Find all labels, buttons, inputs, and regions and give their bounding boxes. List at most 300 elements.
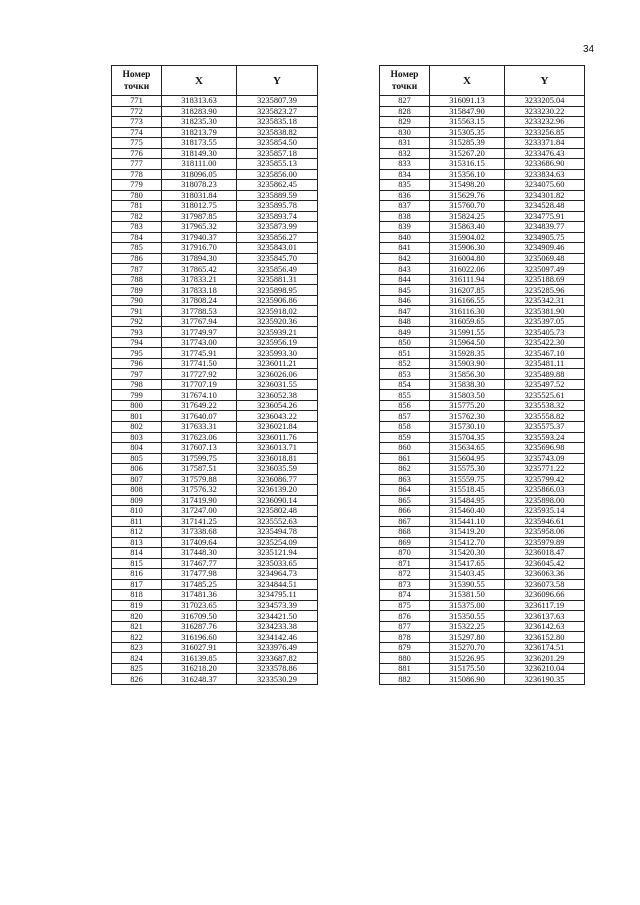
x-coordinate-cell: 315086.90: [430, 674, 505, 685]
x-coordinate-cell: 315375.00: [430, 600, 505, 611]
table-row: [112, 264, 318, 275]
point-number-cell: 878: [380, 632, 430, 643]
point-number-cell: 840: [380, 232, 430, 243]
table-row: [380, 642, 585, 653]
y-coordinate-cell: 3235069.48: [505, 253, 585, 264]
point-number-cell: 837: [380, 201, 430, 212]
x-coordinate-cell: 315629.76: [430, 190, 505, 201]
table-row: [112, 316, 318, 327]
x-coordinate-cell: 315559.75: [430, 474, 505, 485]
point-number-cell: 859: [380, 432, 430, 443]
x-coordinate-cell: 317023.65: [162, 600, 237, 611]
table-row: [112, 127, 318, 138]
x-coordinate-cell: 317419.90: [162, 495, 237, 506]
x-coordinate-cell: 317741.50: [162, 358, 237, 369]
y-coordinate-cell: 3235845.70: [237, 253, 318, 264]
x-coordinate-cell: 315420.30: [430, 548, 505, 559]
y-coordinate-cell: 3235552.63: [237, 516, 318, 527]
table-row: [112, 400, 318, 411]
table-row: [380, 548, 585, 559]
table-row: [380, 180, 585, 191]
table-row: [112, 148, 318, 159]
y-coordinate-cell: 3235956.19: [237, 337, 318, 348]
y-coordinate-cell: 3236013.71: [237, 443, 318, 454]
x-coordinate-cell: 317448.30: [162, 548, 237, 559]
point-number-cell: 865: [380, 495, 430, 506]
x-coordinate-cell: 315906.30: [430, 243, 505, 254]
table-row: [380, 464, 585, 475]
y-coordinate-cell: 3235538.32: [505, 400, 585, 411]
table-row: [380, 201, 585, 212]
x-coordinate-cell: 315316.15: [430, 159, 505, 170]
x-coordinate-cell: 316218.20: [162, 663, 237, 674]
y-coordinate-cell: 3236190.35: [505, 674, 585, 685]
x-coordinate-cell: 317623.06: [162, 432, 237, 443]
point-number-cell: 873: [380, 579, 430, 590]
table-row: [112, 232, 318, 243]
y-coordinate-cell: 3235342.31: [505, 295, 585, 306]
point-number-cell: 882: [380, 674, 430, 685]
point-number-cell: 825: [112, 663, 162, 674]
point-number-cell: 791: [112, 306, 162, 317]
table-row: [380, 527, 585, 538]
table-row: [380, 506, 585, 517]
point-number-cell: 847: [380, 306, 430, 317]
point-number-cell: 774: [112, 127, 162, 138]
y-coordinate-cell: 3233834.63: [505, 169, 585, 180]
y-coordinate-cell: 3235823.27: [237, 106, 318, 117]
point-number-cell: 785: [112, 243, 162, 254]
table-row: [380, 285, 585, 296]
x-coordinate-cell: 315838.30: [430, 379, 505, 390]
x-coordinate-cell: 315350.55: [430, 611, 505, 622]
table-row: [380, 138, 585, 149]
y-coordinate-cell: 3235771.22: [505, 464, 585, 475]
y-coordinate-cell: 3236090.14: [237, 495, 318, 506]
point-number-cell: 793: [112, 327, 162, 338]
point-number-cell: 844: [380, 274, 430, 285]
x-coordinate-cell: 315270.70: [430, 642, 505, 653]
y-coordinate-cell: 3234905.75: [505, 232, 585, 243]
x-coordinate-cell: 317808.24: [162, 295, 237, 306]
point-number-cell: 815: [112, 558, 162, 569]
y-coordinate-cell: 3236117.19: [505, 600, 585, 611]
table-row: [112, 285, 318, 296]
table-row: [380, 432, 585, 443]
point-number-cell: 803: [112, 432, 162, 443]
table-row: [380, 611, 585, 622]
point-number-cell: 784: [112, 232, 162, 243]
y-coordinate-cell: 3233530.29: [237, 674, 318, 685]
y-coordinate-cell: 3235593.24: [505, 432, 585, 443]
point-number-cell: 820: [112, 611, 162, 622]
point-number-cell: 794: [112, 337, 162, 348]
x-coordinate-cell: 317481.36: [162, 590, 237, 601]
x-coordinate-cell: 317467.77: [162, 558, 237, 569]
table-row: [112, 180, 318, 191]
point-number-cell: 860: [380, 443, 430, 454]
table-row: [112, 663, 318, 674]
table-row: [380, 106, 585, 117]
table-row: [380, 211, 585, 222]
x-coordinate-cell: 315964.50: [430, 337, 505, 348]
table-row: [112, 159, 318, 170]
table-row: [380, 600, 585, 611]
x-coordinate-cell: 318149.30: [162, 148, 237, 159]
x-coordinate-cell: 315460.40: [430, 506, 505, 517]
table-row: [112, 569, 318, 580]
point-number-header: Номер точки: [112, 66, 162, 96]
x-coordinate-cell: 316004.80: [430, 253, 505, 264]
x-coordinate-cell: 318313.63: [162, 96, 237, 107]
table-row: [112, 579, 318, 590]
point-number-cell: 875: [380, 600, 430, 611]
x-coordinate-cell: 316027.91: [162, 642, 237, 653]
point-number-cell: 818: [112, 590, 162, 601]
x-coordinate-cell: 316207.85: [430, 285, 505, 296]
y-coordinate-cell: 3235898.95: [237, 285, 318, 296]
y-coordinate-cell: 3234421.50: [237, 611, 318, 622]
table-row: [380, 274, 585, 285]
page-number: 34: [583, 44, 595, 55]
table-row: [112, 432, 318, 443]
y-coordinate-cell: 3234795.11: [237, 590, 318, 601]
table-row: [112, 464, 318, 475]
y-coordinate-cell: 3236201.29: [505, 653, 585, 664]
y-coordinate-cell: 3235862.45: [237, 180, 318, 191]
y-coordinate-cell: 3235895.78: [237, 201, 318, 212]
table-row: [112, 421, 318, 432]
y-coordinate-cell: 3236011.21: [237, 358, 318, 369]
y-coordinate-cell: 3235856.49: [237, 264, 318, 275]
x-coordinate-cell: 315297.80: [430, 632, 505, 643]
y-coordinate-cell: 3236174.51: [505, 642, 585, 653]
x-coordinate-cell: 317409.64: [162, 537, 237, 548]
y-coordinate-cell: 3233578.86: [237, 663, 318, 674]
point-number-cell: 781: [112, 201, 162, 212]
point-number-cell: 814: [112, 548, 162, 559]
point-number-cell: 783: [112, 222, 162, 233]
x-coordinate-cell: 315419.20: [430, 527, 505, 538]
point-number-cell: 821: [112, 621, 162, 632]
point-number-cell: 862: [380, 464, 430, 475]
table-row: [380, 632, 585, 643]
point-number-cell: 777: [112, 159, 162, 170]
table-row: [380, 316, 585, 327]
table-row: [380, 127, 585, 138]
x-coordinate-cell: 316022.06: [430, 264, 505, 275]
x-coordinate-cell: 317833.21: [162, 274, 237, 285]
point-number-cell: 855: [380, 390, 430, 401]
point-number-cell: 842: [380, 253, 430, 264]
x-coordinate-cell: 315991.55: [430, 327, 505, 338]
point-number-cell: 775: [112, 138, 162, 149]
y-coordinate-cell: 3235873.99: [237, 222, 318, 233]
x-coordinate-cell: 315381.50: [430, 590, 505, 601]
table-row: [112, 516, 318, 527]
table-row: [112, 253, 318, 264]
point-number-cell: 801: [112, 411, 162, 422]
point-number-cell: 827: [380, 96, 430, 107]
point-number-cell: 822: [112, 632, 162, 643]
point-number-cell: 838: [380, 211, 430, 222]
table-row: [112, 306, 318, 317]
point-number-cell: 807: [112, 474, 162, 485]
table-row: [112, 621, 318, 632]
y-coordinate-cell: 3235489.88: [505, 369, 585, 380]
x-coordinate-cell: 318173.55: [162, 138, 237, 149]
point-number-cell: 826: [112, 674, 162, 685]
point-number-cell: 816: [112, 569, 162, 580]
y-coordinate-cell: 3235799.42: [505, 474, 585, 485]
table-row: [112, 348, 318, 359]
table-row: [380, 443, 585, 454]
point-number-cell: 805: [112, 453, 162, 464]
table-row: [380, 485, 585, 496]
table-row: [380, 474, 585, 485]
point-number-cell: 854: [380, 379, 430, 390]
point-number-cell: 851: [380, 348, 430, 359]
point-number-cell: 802: [112, 421, 162, 432]
y-coordinate-cell: 3236011.76: [237, 432, 318, 443]
point-number-cell: 861: [380, 453, 430, 464]
point-number-cell: 780: [112, 190, 162, 201]
table-row: [112, 485, 318, 496]
x-coordinate-cell: 318096.05: [162, 169, 237, 180]
x-coordinate-cell: 318235.30: [162, 117, 237, 128]
y-coordinate-cell: 3235285.96: [505, 285, 585, 296]
y-header: Y: [237, 66, 318, 96]
point-number-cell: 773: [112, 117, 162, 128]
table-row: [380, 411, 585, 422]
table-row: [112, 590, 318, 601]
point-number-cell: 776: [112, 148, 162, 159]
point-number-cell: 819: [112, 600, 162, 611]
table-row: [380, 653, 585, 664]
point-number-cell: 790: [112, 295, 162, 306]
table-header-row: [112, 66, 318, 96]
point-number-cell: 834: [380, 169, 430, 180]
x-coordinate-cell: 315863.40: [430, 222, 505, 233]
y-coordinate-cell: 3233205.04: [505, 96, 585, 107]
y-coordinate-cell: 3235939.21: [237, 327, 318, 338]
x-coordinate-cell: 315285.39: [430, 138, 505, 149]
x-coordinate-cell: 315847.90: [430, 106, 505, 117]
y-coordinate-cell: 3236021.84: [237, 421, 318, 432]
table-row: [380, 222, 585, 233]
point-number-cell: 876: [380, 611, 430, 622]
y-coordinate-cell: 3233232.96: [505, 117, 585, 128]
point-number-cell: 864: [380, 485, 430, 496]
x-coordinate-cell: 317141.25: [162, 516, 237, 527]
y-coordinate-cell: 3235958.06: [505, 527, 585, 538]
table-row: [112, 548, 318, 559]
table-row: [112, 117, 318, 128]
y-coordinate-cell: 3234142.46: [237, 632, 318, 643]
table-row: [380, 306, 585, 317]
y-coordinate-cell: 3235121.94: [237, 548, 318, 559]
point-number-cell: 798: [112, 379, 162, 390]
point-number-cell: 839: [380, 222, 430, 233]
table-row: [112, 653, 318, 664]
y-coordinate-cell: 3235802.48: [237, 506, 318, 517]
y-coordinate-cell: 3236073.58: [505, 579, 585, 590]
y-coordinate-cell: 3235857.18: [237, 148, 318, 159]
point-number-cell: 869: [380, 537, 430, 548]
y-coordinate-cell: 3235993.30: [237, 348, 318, 359]
y-coordinate-cell: 3235906.86: [237, 295, 318, 306]
table-row: [380, 621, 585, 632]
y-header: Y: [505, 66, 585, 96]
y-coordinate-cell: 3235918.02: [237, 306, 318, 317]
point-number-cell: 850: [380, 337, 430, 348]
table-row: [380, 337, 585, 348]
point-number-header: Номер точки: [380, 66, 430, 96]
table-row: [112, 390, 318, 401]
table-row: [112, 611, 318, 622]
x-coordinate-cell: 316059.65: [430, 316, 505, 327]
x-coordinate-cell: 315730.10: [430, 421, 505, 432]
point-number-cell: 789: [112, 285, 162, 296]
table-row: [380, 148, 585, 159]
table-row: [112, 358, 318, 369]
point-number-cell: 800: [112, 400, 162, 411]
table-row: [380, 358, 585, 369]
x-coordinate-cell: 317745.91: [162, 348, 237, 359]
y-coordinate-cell: 3235920.36: [237, 316, 318, 327]
x-coordinate-cell: 317965.32: [162, 222, 237, 233]
point-number-cell: 806: [112, 464, 162, 475]
table-row: [112, 642, 318, 653]
y-coordinate-cell: 3236045.42: [505, 558, 585, 569]
table-row: [112, 495, 318, 506]
table-row: [380, 537, 585, 548]
y-coordinate-cell: 3235497.52: [505, 379, 585, 390]
table-row: [112, 527, 318, 538]
point-number-cell: 792: [112, 316, 162, 327]
point-number-cell: 809: [112, 495, 162, 506]
x-coordinate-cell: 315775.20: [430, 400, 505, 411]
point-number-cell: 845: [380, 285, 430, 296]
y-coordinate-cell: 3235525.61: [505, 390, 585, 401]
table-row: [380, 400, 585, 411]
point-number-cell: 881: [380, 663, 430, 674]
table-row: [112, 106, 318, 117]
point-number-cell: 879: [380, 642, 430, 653]
table-header-row: [380, 66, 585, 96]
x-coordinate-cell: 315441.10: [430, 516, 505, 527]
point-number-cell: 772: [112, 106, 162, 117]
y-coordinate-cell: 3236152.80: [505, 632, 585, 643]
table-row: [380, 253, 585, 264]
table-row: [112, 274, 318, 285]
y-coordinate-cell: 3236035.59: [237, 464, 318, 475]
y-coordinate-cell: 3236031.55: [237, 379, 318, 390]
y-coordinate-cell: 3235854.50: [237, 138, 318, 149]
table-row: [380, 421, 585, 432]
y-coordinate-cell: 3234775.91: [505, 211, 585, 222]
table-row: [380, 663, 585, 674]
x-coordinate-cell: 316166.55: [430, 295, 505, 306]
y-coordinate-cell: 3233230.22: [505, 106, 585, 117]
y-coordinate-cell: 3235946.61: [505, 516, 585, 527]
point-number-cell: 836: [380, 190, 430, 201]
x-coordinate-cell: 316248.37: [162, 674, 237, 685]
y-coordinate-cell: 3236142.63: [505, 621, 585, 632]
x-coordinate-cell: 316091.13: [430, 96, 505, 107]
x-coordinate-cell: 315175.50: [430, 663, 505, 674]
table-row: [380, 453, 585, 464]
y-coordinate-cell: 3233976.49: [237, 642, 318, 653]
y-coordinate-cell: 3235889.59: [237, 190, 318, 201]
x-coordinate-cell: 317940.37: [162, 232, 237, 243]
y-coordinate-cell: 3236018.47: [505, 548, 585, 559]
point-number-cell: 853: [380, 369, 430, 380]
table-row: [112, 138, 318, 149]
point-number-cell: 858: [380, 421, 430, 432]
point-number-cell: 870: [380, 548, 430, 559]
point-number-cell: 874: [380, 590, 430, 601]
x-coordinate-cell: 315226.95: [430, 653, 505, 664]
y-coordinate-cell: 3235856.27: [237, 232, 318, 243]
table-row: [380, 190, 585, 201]
point-number-cell: 843: [380, 264, 430, 275]
point-number-cell: 823: [112, 642, 162, 653]
table-row: [112, 411, 318, 422]
point-number-cell: 824: [112, 653, 162, 664]
x-coordinate-cell: 318078.23: [162, 180, 237, 191]
x-coordinate-cell: 315904.02: [430, 232, 505, 243]
coordinates-table-right: [379, 65, 585, 685]
y-coordinate-cell: 3235494.78: [237, 527, 318, 538]
x-coordinate-cell: 315356.10: [430, 169, 505, 180]
table-row: [380, 674, 585, 685]
table-row: [380, 264, 585, 275]
x-coordinate-cell: 317579.88: [162, 474, 237, 485]
table-row: [112, 558, 318, 569]
x-coordinate-cell: 318213.79: [162, 127, 237, 138]
y-coordinate-cell: 3233686.90: [505, 159, 585, 170]
y-coordinate-cell: 3235405.73: [505, 327, 585, 338]
point-number-cell: 871: [380, 558, 430, 569]
point-number-cell: 787: [112, 264, 162, 275]
table-row: [112, 201, 318, 212]
table-row: [112, 369, 318, 380]
point-number-cell: 817: [112, 579, 162, 590]
y-coordinate-cell: 3235422.30: [505, 337, 585, 348]
x-coordinate-cell: 317767.94: [162, 316, 237, 327]
point-number-cell: 829: [380, 117, 430, 128]
x-coordinate-cell: 318283.90: [162, 106, 237, 117]
x-coordinate-cell: 317749.97: [162, 327, 237, 338]
y-coordinate-cell: 3236054.26: [237, 400, 318, 411]
x-coordinate-cell: 317599.75: [162, 453, 237, 464]
point-number-cell: 812: [112, 527, 162, 538]
x-coordinate-cell: 315903.90: [430, 358, 505, 369]
table-row: [380, 232, 585, 243]
y-coordinate-cell: 3234075.60: [505, 180, 585, 191]
point-number-cell: 831: [380, 138, 430, 149]
y-coordinate-cell: 3235397.05: [505, 316, 585, 327]
x-coordinate-cell: 315563.15: [430, 117, 505, 128]
point-number-cell: 877: [380, 621, 430, 632]
table-row: [112, 327, 318, 338]
x-header: X: [162, 66, 237, 96]
point-number-cell: 796: [112, 358, 162, 369]
x-coordinate-cell: 317649.22: [162, 400, 237, 411]
x-coordinate-cell: 317707.19: [162, 379, 237, 390]
point-number-cell: 810: [112, 506, 162, 517]
